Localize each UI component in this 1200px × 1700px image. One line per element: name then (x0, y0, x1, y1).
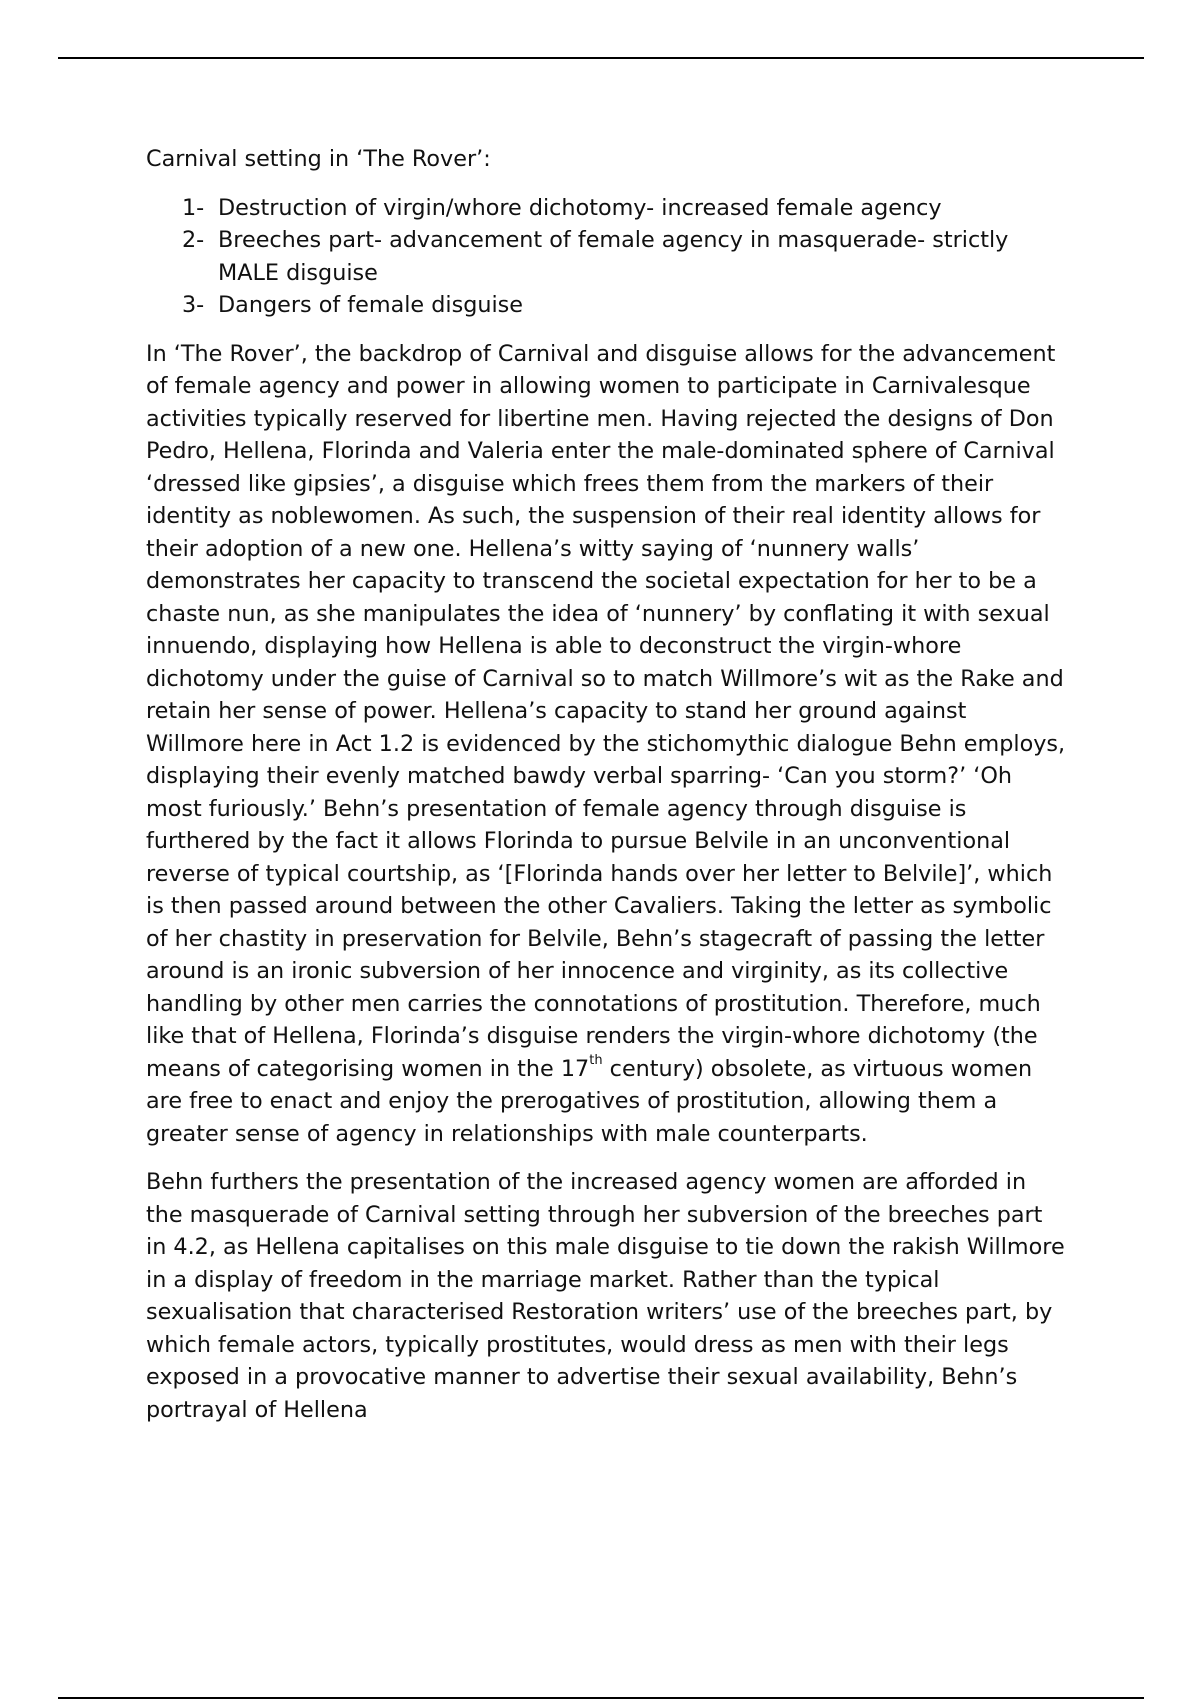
list-item (146, 289, 1066, 322)
section-heading: Carnival setting in ‘The Rover’: (146, 146, 491, 172)
list-item-number: 1- (182, 194, 205, 221)
list-item (146, 192, 1066, 225)
document-body (146, 143, 1066, 1442)
footer-rule (58, 1697, 1144, 1699)
paragraph-2: Behn furthers the presentation of the increased agency women are afforded in the masquerade of Carnival setting through her subversion of the breeches part in 4.2, as Hellena capitalises on this male disguise to tie down the rakish Willmore in a display of freedom in the marriage market. Rather than the typical sexualisation that characterised Restoration writers’ use of the breeches part, by which female actors, typically prostitutes, would dress as men with their legs exposed in a provocative manner to advertise their sexual availability, Behn’s portrayal of Hellena (146, 1169, 1065, 1423)
header-rule (58, 57, 1144, 59)
list-item-text: Destruction of virgin/whore dichotomy- increased female agency (218, 194, 942, 221)
paragraph-1-text: In ‘The Rover’, the backdrop of Carnival and disguise allows for the advancement of female agency and power in allowing women to participate in Carnivalesque activities typically reserved for libertine men. Having rejected the designs of Don Pedro, Hellena, Florinda and Valeria enter the male-dominated sphere of Carnival ‘dressed like gipsies’, a disguise which frees them from the markers of their identity as noblewomen. As such, the suspension of their real identity allows for their adoption of a new one. Hellena’s witty saying of ‘nunnery walls’ demonstrates her capacity to transcend the societal expectation for her to be a chaste nun, as she manipulates the idea of ‘nunnery’ by conflating it with sexual innuendo, displaying how Hellena is able to deconstruct the virgin-whore dichotomy under the guise of Carnival so to match Willmore’s wit as the Rake and retain her sense of power. Hellena’s capacity to stand her ground against Willmore here in Act 1.2 is evidenced by the stichomythic dialogue Behn employs, displaying their evenly matched bawdy verbal sparring- ‘Can you storm?’ ‘Oh most furiously.’ Behn’s presentation of female agency through disguise is furthered by the fact it allows Florinda to pursue Belvile in an unconventional reverse of typical courtship, as ‘[Florinda hands over her letter to Belvile]’, which is then passed around between the other Cavaliers. Taking the letter as symbolic of her chastity in preservation for Belvile, Behn’s stagecraft of passing the letter around is an ironic subversion of her innocence and virginity, as its collective handling by other men carries the connotations of prostitution. Therefore, much like that of Hellena, Florinda’s disguise renders the virgin-whore dichotomy (the means of categorising women in the 17 (146, 340, 1066, 1082)
paragraph-1-text-continued: century) obsolete, as virtuous women are free to enact and enjoy the prerogatives of prostitution, allowing them a greater sense of agency in relationships with male counterparts. (146, 1055, 1033, 1147)
ordinal-superscript: th (589, 1053, 603, 1069)
numbered-list (146, 192, 1066, 322)
list-item-text: Dangers of female disguise (218, 292, 524, 318)
list-item-number: 2- (182, 227, 205, 253)
list-item (146, 224, 1066, 289)
list-item-number: 3- (182, 292, 205, 318)
paragraph-1 (146, 338, 1066, 1151)
list-item-text: Breeches part- advancement of female agency in masquerade- strictly MALE disguise (218, 227, 1009, 286)
